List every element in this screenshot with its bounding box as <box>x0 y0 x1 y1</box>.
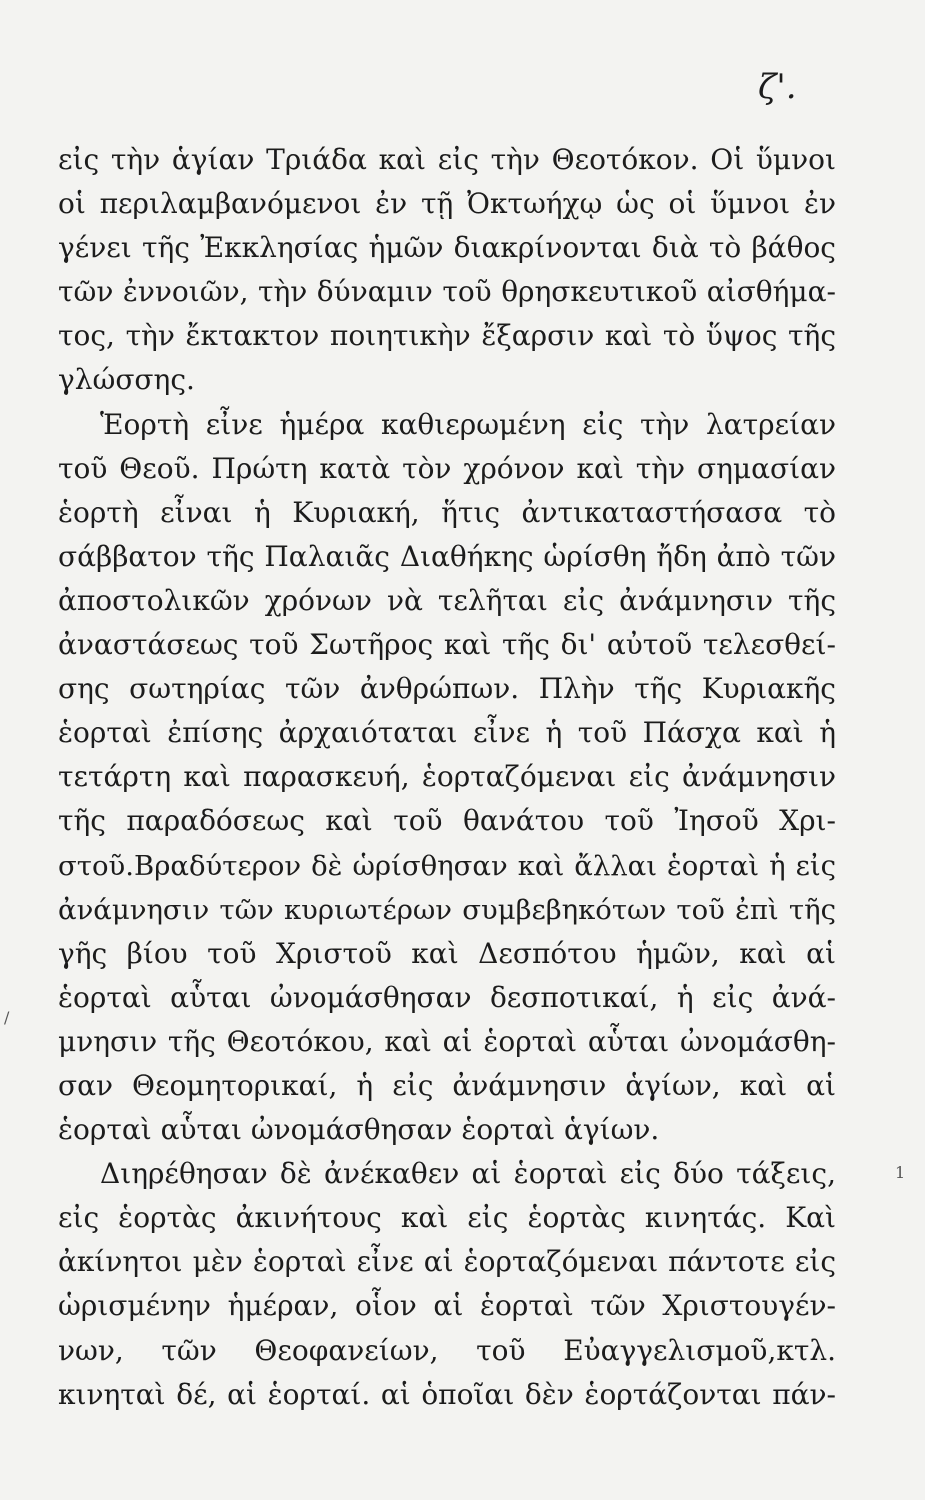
text-line: ὡρισμένην ἡμέραν, οἷον αἱ ἑορταὶ τῶν Χριστουγέν- <box>58 1289 836 1323</box>
text-line: ἑορτὴ εἶναι ἡ Κυριακή, ἥτις ἀντικαταστήσασα τὸ <box>58 495 836 529</box>
text-line: ἀναστάσεως τοῦ Σωτῆρος καὶ τῆς δι' αὐτοῦ τελεσθεί- <box>58 628 836 662</box>
text-line: ἑορταὶ αὗται ὠνομάσθησαν ἑορταὶ ἁγίων. <box>58 1113 660 1147</box>
text-line: ἀνάμνησιν τῶν κυριωτέρων συμβεβηκότων τοῦ ἐπὶ τῆς <box>58 893 836 926</box>
text-line: ἑορταὶ ἐπίσης ἀρχαιόταται εἶνε ἡ τοῦ Πάσχα καὶ ἡ <box>58 716 836 750</box>
text-line: τετάρτη καὶ παρασκευή, ἑορταζόμεναι εἰς ἀνάμνησιν <box>58 760 836 794</box>
text-line: σάββατον τῆς Παλαιᾶς Διαθήκης ὡρίσθη ἤδη ἀπὸ τῶν <box>58 539 836 573</box>
body-text <box>58 138 836 1417</box>
text-line: στοῦ.Βραδύτερον δὲ ὡρίσθησαν καὶ ἄλλαι ἑορταὶ ἡ εἰς <box>58 849 836 882</box>
text-line: τος, τὴν ἔκτακτον ποιητικὴν ἔξαρσιν καὶ τὸ ὕψος τῆς <box>58 319 836 353</box>
text-line: τῶν ἐννοιῶν, τὴν δύναμιν τοῦ θρησκευτικοῦ αἰσθήμα- <box>58 275 836 309</box>
margin-mark: 1 <box>895 1163 906 1182</box>
text-line: σαν Θεομητορικαί, ἡ εἰς ἀνάμνησιν ἁγίων, καὶ αἱ <box>58 1068 836 1102</box>
text-line: ἀποστολικῶν χρόνων νὰ τελῆται εἰς ἀνάμνησιν τῆς <box>58 583 836 617</box>
text-line: γένει τῆς Ἐκκλησίας ἡμῶν διακρίνονται διὰ τὸ βάθος <box>58 231 836 265</box>
text-line: γῆς βίου τοῦ Χριστοῦ καὶ Δεσπότου ἡμῶν, καὶ αἱ <box>58 936 836 970</box>
text-line: Ἑορτὴ εἶνε ἡμέρα καθιερωμένη εἰς τὴν λατρείαν <box>100 407 836 441</box>
page-number: ζ'. <box>758 67 797 107</box>
margin-mark: / <box>4 1008 10 1027</box>
text-line: εἰς ἑορτὰς ἀκινήτους καὶ εἰς ἑορτὰς κινητάς. Καὶ <box>58 1201 836 1235</box>
text-line: εἰς τὴν ἁγίαν Τριάδα καὶ εἰς τὴν Θεοτόκον. Οἱ ὕμνοι <box>58 143 836 176</box>
text-line: σης σωτηρίας τῶν ἀνθρώπων. Πλὴν τῆς Κυριακῆς <box>58 672 836 706</box>
text-line: τῆς παραδόσεως καὶ τοῦ θανάτου τοῦ Ἰησοῦ Χρι- <box>58 804 836 838</box>
text-line: κινηταὶ δέ, αἱ ἑορταί. αἱ ὁποῖαι δὲν ἑορτάζονται πάν- <box>58 1377 836 1411</box>
text-line: γλώσσης. <box>58 363 195 397</box>
text-line: Διηρέθησαν δὲ ἀνέκαθεν αἱ ἑορταὶ εἰς δύο τάξεις, <box>100 1157 836 1191</box>
text-line: νων, τῶν Θεοφανείων, τοῦ Εὐαγγελισμοῦ,κτλ. <box>58 1333 836 1367</box>
text-line: τοῦ Θεοῦ. Πρώτη κατὰ τὸν χρόνον καὶ τὴν σημασίαν <box>58 451 836 485</box>
text-line: οἱ περιλαμβανόμενοι ἐν τῇ Ὀκτωήχῳ ὡς οἱ ὕμνοι ἐν <box>58 187 836 221</box>
text-line: μνησιν τῆς Θεοτόκου, καὶ αἱ ἑορταὶ αὗται ὠνομάσθη- <box>58 1024 836 1058</box>
text-line: ἑορταὶ αὗται ὠνομάσθησαν δεσποτικαί, ἡ εἰς ἀνά- <box>58 980 836 1014</box>
text-line: ἀκίνητοι μὲν ἑορταὶ εἶνε αἱ ἑορταζόμεναι πάντοτε εἰς <box>58 1245 836 1279</box>
